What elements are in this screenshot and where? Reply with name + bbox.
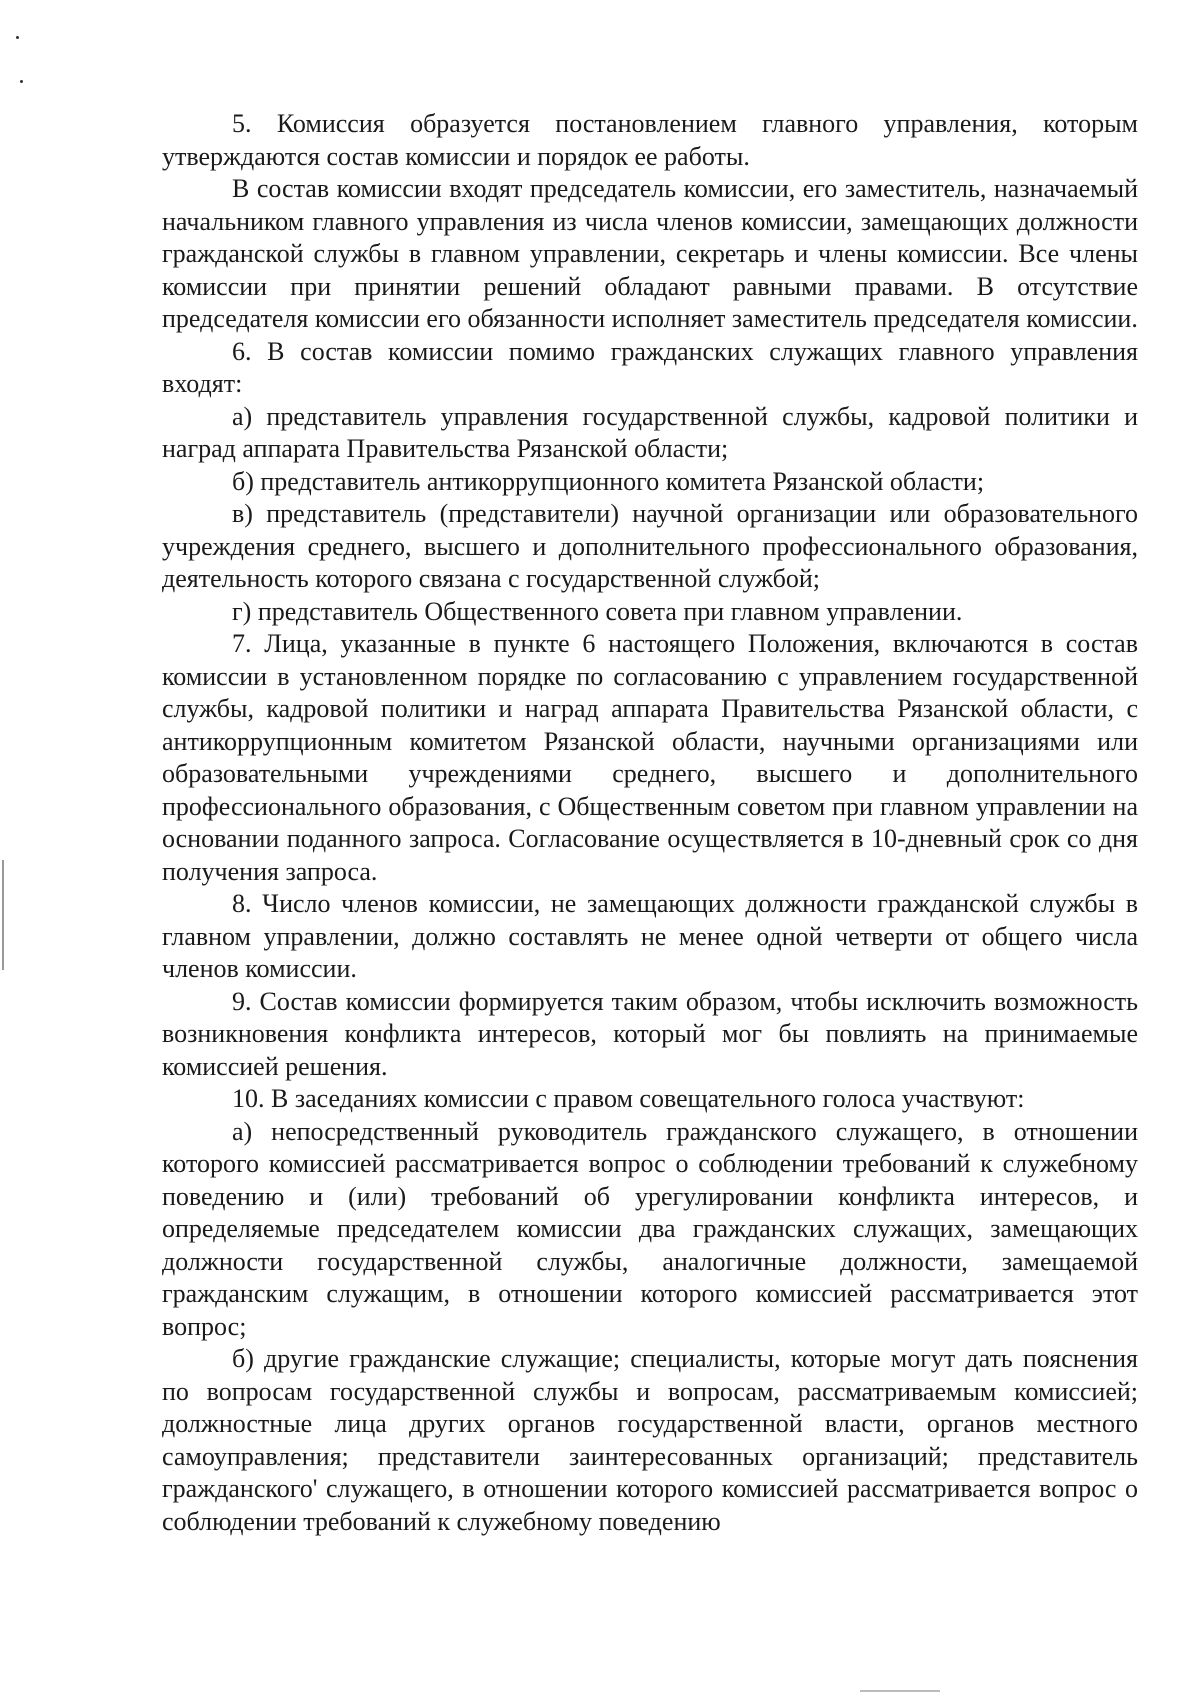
paragraph-7: 7. Лица, указанные в пункте 6 настоящего Положения, включаются в состав комиссии в установленном порядке по согласованию с управлением государственной службы, кадровой политики и наград аппарата Правительства Рязанской области, с антикоррупционным комитетом Рязанской области, научными организациями или образовательными учреждениями среднего, высшего и дополнительного профессионального образования, с Общественным советом при главном управлении на основании поданного запроса. Согласование осуществляется в 10-дневный срок со дня получения запроса.	[162, 629, 1138, 886]
paragraph-10b: б) другие гражданские служащие; специалисты, которые могут дать пояснения по вопросам государственной службы и вопросам, рассматриваемым комиссией; должностные лица других органов государственной власти, органов местного самоуправления; представители заинтересованных организаций; представитель гражданского' служащего, в отношении которого комиссией рассматривается вопрос о соблюдении требований к служебному поведению	[162, 1344, 1138, 1536]
paragraph-6g: г) представитель Общественного совета при главном управлении.	[232, 596, 963, 626]
scan-bottom-mark	[860, 1690, 940, 1692]
scan-speck	[20, 80, 23, 83]
paragraph-commission-composition: В состав комиссии входят председатель комиссии, его заместитель, назначаемый начальником главного управления из числа членов комиссии, замещающих должности гражданской службы в главном управлении, секретарь и члены комиссии. Все члены комиссии при принятии решений обладают равными правами. В отсутствие председателя комиссии его обязанности исполняет заместитель председателя комиссии.	[162, 174, 1138, 333]
scan-edge-mark	[2, 860, 4, 970]
paragraph-6: 6. В состав комиссии помимо гражданских служащих главного управления входят:	[162, 336, 1138, 398]
paragraph-10a: а) непосредственный руководитель гражданского служащего, в отношении которого комиссией рассматривается вопрос о соблюдении требований к служебному поведению и (или) требований об урегулировании конфликта интересов, и определяемые председателем комиссии два гражданских служащих, замещающих должности государственной службы, аналогичные должности, замещаемой гражданским служащим, в отношении которого комиссией рассматривается этот вопрос;	[162, 1116, 1138, 1341]
paragraph-8: 8. Число членов комиссии, не замещающих должности гражданской службы в главном управлении, должно составлять не менее одной четверти от общего числа членов комиссии.	[162, 889, 1138, 983]
paragraph-6a: а) представитель управления государственной службы, кадровой политики и наград аппарата Правительства Рязанской области;	[162, 401, 1138, 463]
scan-speck	[16, 36, 19, 39]
paragraph-6v: в) представитель (представители) научной организации или образовательного учреждения среднего, высшего и дополнительного профессионального образования, деятельность которого связана с государственной службой;	[162, 499, 1138, 593]
paragraph-10: 10. В заседаниях комиссии с правом совещательного голоса участвуют:	[232, 1084, 1025, 1113]
paragraph-9: 9. Состав комиссии формируется таким образом, чтобы исключить возможность возникновения конфликта интересов, который мог бы повлиять на принимаемые комиссией решения.	[162, 986, 1138, 1081]
paragraph-5: 5. Комиссия образуется постановлением главного управления, которым утверждаются состав комиссии и порядок ее работы.	[162, 109, 1138, 171]
document-body	[162, 108, 1138, 1538]
paragraph-6b: б) представитель антикоррупционного комитета Рязанской области;	[232, 466, 985, 496]
